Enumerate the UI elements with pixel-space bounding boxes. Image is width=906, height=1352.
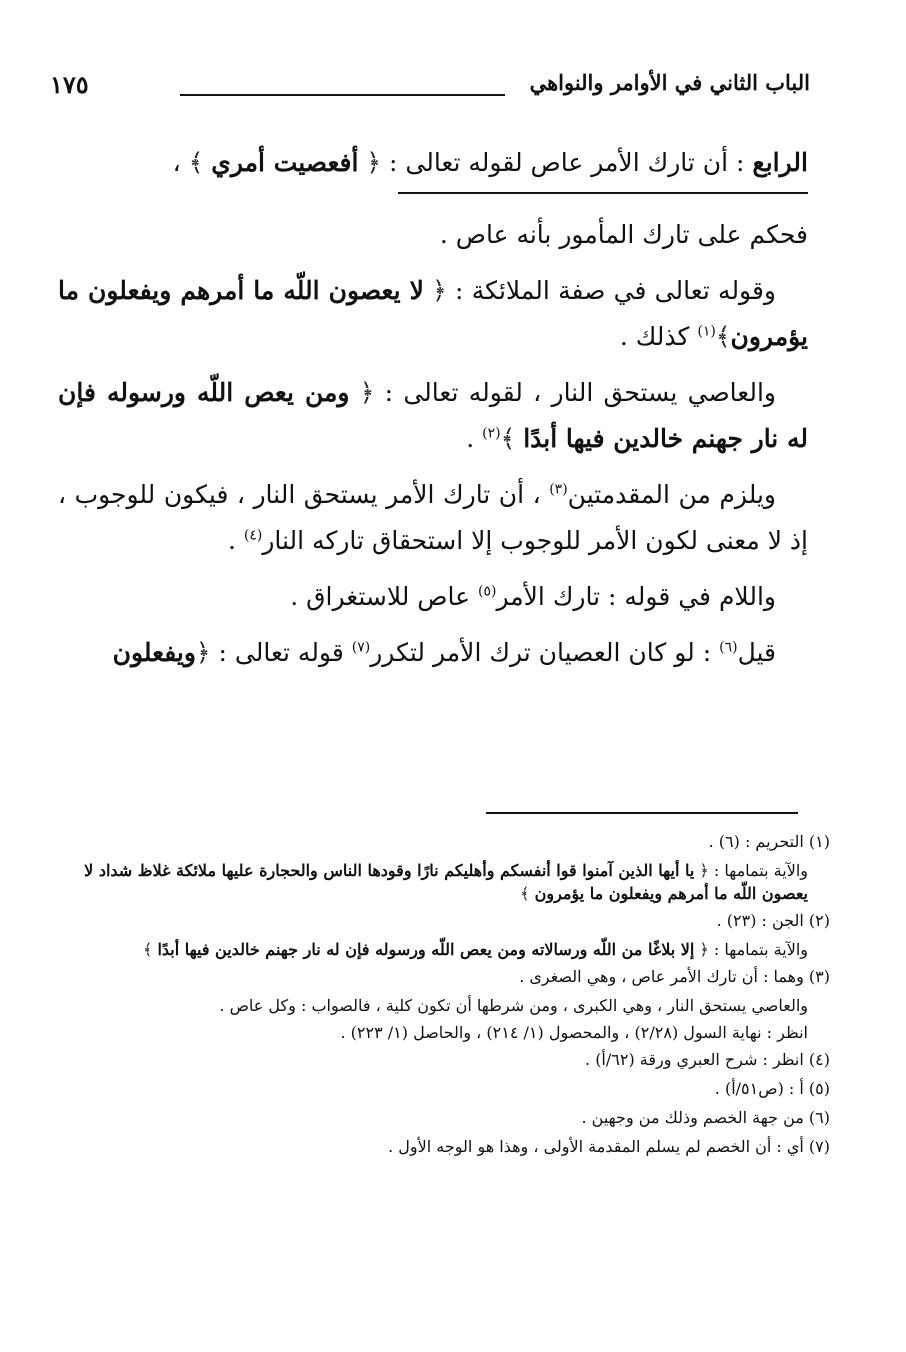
quran-bracket-open: ﴿: [195, 638, 211, 667]
quran-bracket-close: ﴾: [520, 884, 530, 903]
paragraph-text: قيل: [737, 638, 776, 667]
footnote-ref[interactable]: (١): [697, 323, 716, 340]
quran-bracket-close: ﴾: [142, 940, 153, 959]
paragraph-text: : لو كان العصيان ترك الأمر لتكرر: [370, 638, 720, 667]
paragraph-text: والعاصي يستحق النار ، لقوله تعالى :: [374, 378, 776, 407]
paragraph-text: ويلزم من المقدمتين: [567, 480, 776, 509]
footnote-text: والآية بتمامها :: [708, 861, 808, 880]
paragraph-6: [58, 574, 808, 620]
quran-bracket-open: ﴿: [699, 861, 709, 880]
paragraph-text: : أن تارك الأمر عاص لقوله تعالى :: [381, 148, 753, 177]
page-number: ١٧٥: [50, 70, 89, 99]
paragraph-5: [58, 472, 808, 564]
footnote-ref[interactable]: (٧): [351, 639, 371, 656]
paragraph-2: فحكم على تارك المأمور بأنه عاص .: [439, 220, 808, 249]
header-rule: [180, 94, 505, 96]
quran-bracket-close: ﴾: [188, 148, 204, 177]
quran-bracket-close: ﴾: [500, 424, 516, 453]
footnote-7: (٧) أي : أن الخصم لم يسلم المقدمة الأولى ، وهذا هو الوجه الأول .: [388, 1137, 830, 1156]
paragraph-text: واللام في قوله : تارك الأمر: [496, 582, 776, 611]
page-header: [50, 70, 810, 110]
footnote-2-detail: [60, 938, 830, 961]
quran-quote: يا أيها الذين آمنوا قوا أنفسكم وأهليكم نارًا وقودها الناس والحجارة عليها ملائكة غلاظ شداد لا يعصون اللّه ما أمرهم ويفعلون ما يؤمرون: [84, 861, 808, 903]
footnote-ref[interactable]: (٦): [719, 639, 738, 656]
paragraph-text: ،: [172, 148, 189, 177]
quran-bracket-open: ﴿: [366, 148, 382, 177]
footnote-1: (١) التحريم : (٦) .: [708, 832, 830, 851]
quran-quote: إلا بلاغًا من اللّه ورسالاته ومن يعص اللّه ورسوله فإن له نار جهنم خالدين فيها أبدًا: [157, 940, 695, 959]
footnote-separator: [486, 812, 798, 814]
quran-bracket-open: ﴿: [432, 276, 447, 305]
footnote-3-detail: والعاصي يستحق النار ، وهي الكبرى ، ومن شرطها أن تكون كلية ، فالصواب : وكل عاص .: [219, 996, 808, 1015]
body-text: [58, 140, 808, 686]
quran-bracket-open: ﴿: [359, 378, 375, 407]
footnote-5: (٥) أ : (ص٥١/أ) .: [714, 1079, 830, 1098]
quran-bracket-open: ﴿: [699, 940, 709, 959]
paragraph-text: كذلك .: [619, 322, 698, 351]
paragraph-7: [58, 630, 808, 676]
footnote-2: (٢) الجن : (٢٣) .: [716, 911, 830, 930]
footnotes: [60, 830, 830, 1164]
paragraph-text: .: [227, 526, 244, 555]
quran-quote: ومن يعص اللّه ورسوله فإن له نار جهنم خالدين فيها أبدًا: [58, 378, 808, 453]
section-rule: [398, 192, 808, 194]
paragraph-text: قوله تعالى :: [210, 638, 352, 667]
paragraph-3: [58, 268, 808, 360]
paragraph-text: ، أن تارك الأمر يستحق النار ، فيكون للوجوب ، إذ لا معنى لكون الأمر للوجوب إلا استحقاق تاركه النار: [58, 480, 808, 555]
paragraph-1: [58, 140, 808, 186]
footnote-ref[interactable]: (٣): [549, 481, 568, 498]
paragraph-lead-word: الرابع: [752, 148, 808, 177]
footnote-ref[interactable]: (٥): [478, 583, 497, 600]
quran-quote: أفعصيت أمري: [211, 148, 359, 177]
paragraph-4: [58, 370, 808, 462]
quran-quote: ويفعلون: [112, 638, 196, 667]
quran-quote: لا يعصون اللّه ما أمرهم ويفعلون ما يؤمرون: [58, 276, 808, 351]
running-head: الباب الثاني في الأوامر والنواهي: [529, 70, 810, 95]
footnote-6: (٦) من جهة الخصم وذلك من وجهين .: [581, 1108, 830, 1127]
footnote-ref[interactable]: (٤): [243, 527, 263, 544]
footnote-4: (٤) انظر : شرح العبري ورقة (٦٢/أ) .: [585, 1050, 830, 1069]
footnote-ref[interactable]: (٢): [482, 425, 501, 442]
quran-bracket-close: ﴾: [715, 322, 731, 351]
footnote-3-references: انظر : نهاية السول (٢/٢٨) ، والمحصول (١/ ٢١٤) ، والحاصل (١/ ٢٢٣) .: [340, 1023, 808, 1042]
footnote-3: (٣) وهما : أن تارك الأمر عاص ، وهي الصغرى .: [519, 967, 830, 986]
paragraph-text: عاص للاستغراق .: [290, 582, 479, 611]
footnote-text: والآية بتمامها :: [708, 940, 808, 959]
footnote-1-detail: [60, 859, 830, 905]
paragraph-text: وقوله تعالى في صفة الملائكة :: [446, 276, 776, 305]
paragraph-text: .: [466, 424, 483, 453]
